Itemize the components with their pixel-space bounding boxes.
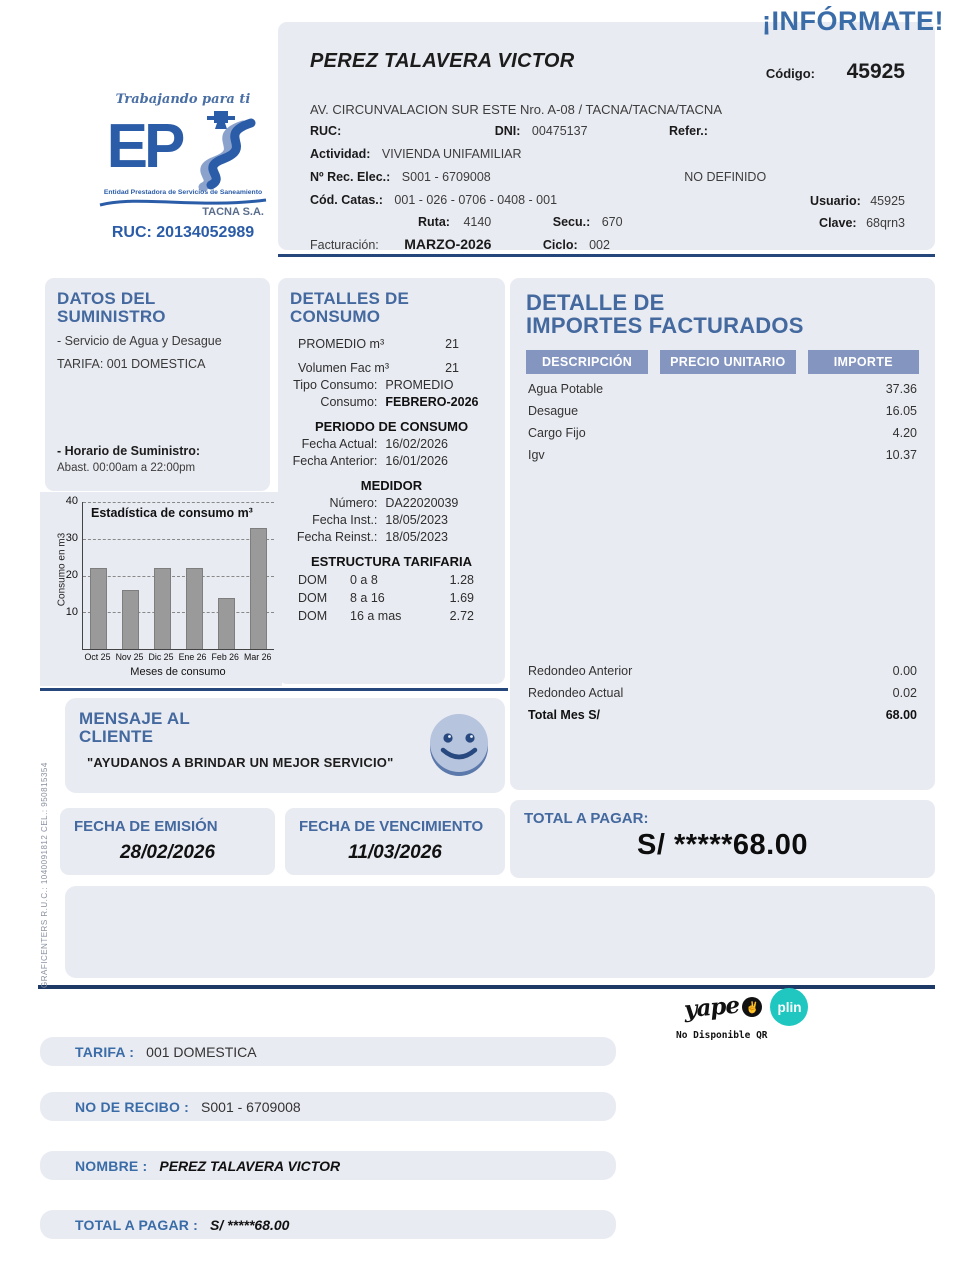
total-a-pagar-label: TOTAL A PAGAR: (524, 810, 649, 827)
secu-label: Secu.: (552, 215, 591, 229)
ruta-label: Ruta: (418, 215, 450, 229)
promedio-row: PROMEDIO m³ 21 (298, 337, 459, 352)
usuario-label: Usuario: (810, 194, 861, 208)
horario-label: - Horario de Suministro: (57, 444, 201, 458)
header-divider (278, 254, 935, 257)
summary-row-total: TOTAL A PAGAR : S/ *****68.00 (40, 1210, 616, 1239)
bar-nov25 (122, 590, 139, 649)
header-panel (278, 22, 935, 250)
header-row-actividad (310, 147, 522, 161)
ruc-label: RUC: (310, 124, 342, 138)
facturacion-label: Facturación: (310, 238, 379, 252)
fecha-actual-row: Fecha Actual: 16/02/2026 (301, 437, 448, 452)
dni-value: 00475137 (531, 124, 588, 138)
faucet-river-icon (181, 107, 259, 193)
importe-row: Igv 10.37 (528, 447, 917, 462)
bar-ene26 (186, 568, 203, 649)
payment-logos (676, 988, 816, 1041)
ytick-40: 40 (65, 495, 78, 507)
tipo-consumo-row: Tipo Consumo: PROMEDIO (293, 378, 454, 393)
bar-oct25 (90, 568, 107, 649)
fecha-vencimiento-box (285, 808, 505, 875)
importe-row: Agua Potable 37.36 (528, 381, 917, 396)
brand-ruc: RUC: 20134052989 (111, 224, 255, 241)
header-row-ruta (418, 215, 623, 229)
catas-label: Cód. Catas.: (310, 193, 383, 207)
volumen-row: Volumen Fac m³ 21 (298, 361, 459, 376)
tarifa-line: TARIFA: 001 DOMESTICA (57, 357, 206, 372)
eps-logo (88, 92, 278, 242)
horario-value: Abast. 00:00am a 22:00pm (57, 462, 196, 474)
summary-row-tarifa: TARIFA : 001 DOMESTICA (40, 1037, 616, 1066)
redondeo-anterior-row: Redondeo Anterior 0.00 (528, 664, 917, 678)
fecha-emision-label: FECHA DE EMISIÓN (74, 818, 218, 835)
facturacion-value: MARZO-2026 (404, 236, 492, 252)
yape-bubble-icon: ✌ (742, 997, 762, 1017)
chart-xticks: Oct 25 Nov 25 Dic 25 Ene 26 Feb 26 Mar 26 (84, 652, 272, 662)
section-divider (40, 688, 508, 691)
importes-header-row (526, 350, 919, 374)
summary-row-nombre: NOMBRE : PEREZ TALAVERA VICTOR (40, 1151, 616, 1180)
consumption-chart (40, 492, 282, 686)
fecha-reinst-row: Fecha Reinst.: 18/05/2023 (296, 530, 448, 545)
header-row-catastro (310, 193, 557, 207)
dni-label: DNI: (494, 124, 521, 138)
estructura-row: DOM 8 a 16 1.69 (298, 591, 474, 606)
ytick-30: 30 (65, 532, 78, 544)
brand-name: EP (106, 112, 182, 181)
redondeo-block (526, 656, 919, 722)
summary-row-recibo: NO DE RECIBO : S001 - 6709008 (40, 1092, 616, 1121)
secu-value: 670 (601, 215, 623, 229)
catas-value: 001 - 026 - 0706 - 0408 - 001 (394, 193, 558, 207)
plin-logo: plin (770, 988, 808, 1026)
fecha-emision-box (60, 808, 275, 875)
yape-logo: yape (682, 991, 740, 1023)
mensaje-quote: "AYUDANOS A BRINDAR UN MEJOR SERVICIO" (87, 755, 394, 771)
suministro-title: DATOS DEL SUMINISTRO (57, 289, 166, 326)
clave-row (819, 216, 905, 230)
col-precio-unitario: PRECIO UNITARIO (660, 350, 796, 374)
customer-name: PEREZ TALAVERA VICTOR (310, 50, 575, 72)
mensaje-panel (65, 698, 505, 793)
medidor-title: MEDIDOR (360, 478, 423, 494)
bar-mar26 (250, 528, 267, 649)
chart-title: Estadística de consumo m³ (91, 506, 253, 520)
fecha-inst-row: Fecha Inst.: 18/05/2023 (312, 513, 448, 528)
usuario-value: 45925 (870, 194, 905, 208)
printer-note: GRAFICENTERS R.U.C.: 1040091812 CEL.: 950815354 (40, 762, 49, 988)
consumo-mes-row: Consumo: FEBRERO-2026 (320, 395, 479, 410)
datos-suministro-panel (45, 278, 270, 491)
fecha-vencimiento-value: 11/03/2026 (348, 842, 442, 863)
brand-mark (88, 107, 278, 193)
total-a-pagar-box (510, 800, 935, 878)
smiley-icon (427, 712, 491, 783)
numero-row: Número: DA22020039 (329, 496, 459, 511)
detalles-consumo-panel (278, 278, 505, 684)
bar-feb26 (218, 598, 235, 649)
clave-label: Clave: (819, 216, 857, 230)
codigo-value: 45925 (846, 60, 905, 83)
estructura-row: DOM 0 a 8 1.28 (298, 573, 474, 588)
estructura-row: DOM 16 a mas 2.72 (298, 609, 474, 624)
chart-xlabel: Meses de consumo (130, 666, 226, 678)
ciclo-value: 002 (589, 238, 610, 252)
importes-title: DETALLE DE IMPORTES FACTURADOS (526, 290, 804, 338)
importe-row: Desague 16.05 (528, 403, 917, 418)
refer-label: Refer.: (669, 124, 708, 138)
ytick-10: 10 (65, 606, 78, 618)
chart-ylabel: Consumo en m3 (56, 532, 68, 607)
fecha-anterior-row: Fecha Anterior: 16/01/2026 (292, 454, 448, 469)
chart-bars (83, 502, 274, 649)
importe-row: Cargo Fijo 4.20 (528, 425, 917, 440)
codigo-label: Código: (765, 66, 815, 81)
actividad-value: VIVIENDA UNIFAMILIAR (381, 147, 522, 161)
customer-address: AV. CIRCUNVALACION SUR ESTE Nro. A-08 / TACNA/TACNA/TACNA (310, 102, 722, 117)
informate-text: ¡INFÓRMATE! (762, 6, 944, 36)
importes-panel (510, 278, 935, 790)
mensaje-title: MENSAJE AL CLIENTE (79, 709, 190, 746)
ruta-value: 4140 (463, 215, 492, 229)
header-row-recibo (310, 170, 870, 184)
clave-value: 68qrn3 (866, 216, 905, 230)
redondeo-actual-row: Redondeo Actual 0.02 (528, 686, 917, 700)
col-importe: IMPORTE (808, 350, 919, 374)
facturacion-row (310, 236, 610, 252)
total-mes-row: Total Mes S/ 68.00 (528, 708, 917, 722)
rec-elec-value: S001 - 6709008 (401, 170, 491, 184)
header-row-ids (310, 124, 708, 138)
brand-company: TACNA S.A. (202, 206, 264, 218)
rec-elec-label: Nº Rec. Elec.: (310, 170, 391, 184)
usuario-row (810, 194, 905, 208)
fecha-emision-value: 28/02/2026 (119, 842, 216, 863)
ciclo-label: Ciclo: (542, 238, 578, 252)
no-definido: NO DEFINIDO (684, 170, 767, 184)
total-a-pagar-value: S/ *****68.00 (637, 829, 808, 861)
periodo-title: PERIODO DE CONSUMO (314, 419, 469, 435)
informate-panel (65, 886, 935, 978)
estructura-title: ESTRUCTURA TARIFARIA (310, 554, 473, 570)
actividad-label: Actividad: (310, 147, 371, 161)
servicio-line: - Servicio de Agua y Desague (57, 334, 222, 349)
ytick-20: 20 (65, 569, 78, 581)
bar-dic25 (154, 568, 171, 649)
consumo-title: DETALLES DE CONSUMO (290, 289, 410, 326)
chart-plot-area (82, 502, 274, 650)
brand-subtitle: Entidad Prestadora de Servicios de Saneamiento (103, 189, 263, 196)
col-descripcion: DESCRIPCIÓN (526, 350, 648, 374)
fecha-vencimiento-label: FECHA DE VENCIMIENTO (299, 818, 484, 835)
qr-note: No Disponible QR (676, 1030, 768, 1041)
brand-tagline: Trabajando para ti (115, 92, 251, 107)
